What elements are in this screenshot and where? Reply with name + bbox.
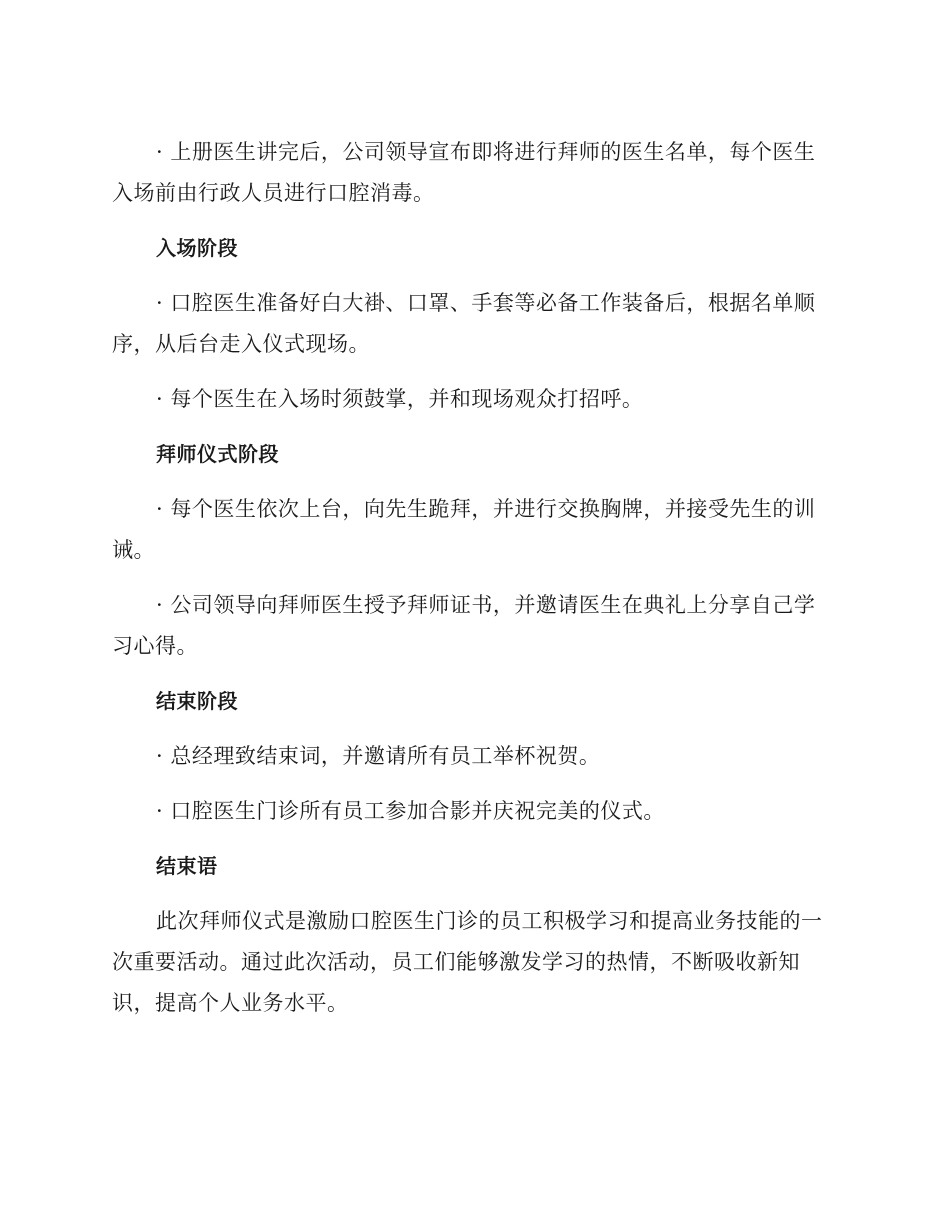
section-heading: 结束语	[156, 854, 218, 878]
section-heading: 入场阶段	[156, 236, 238, 260]
section-heading: 拜师仪式阶段	[156, 442, 279, 466]
bullet-paragraph: · 公司领导向拜师医生授予拜师证书，并邀请医生在典礼上分享自己学习心得。	[112, 593, 816, 658]
bullet-paragraph: · 口腔医生门诊所有员工参加合影并庆祝完美的仪式。	[156, 799, 665, 823]
bullet-paragraph: · 口腔医生准备好白大褂、口罩、手套等必备工作装备后，根据名单顺序，从后台走入仪式现场。	[112, 291, 816, 356]
bullet-paragraph: · 总经理致结束词，并邀请所有员工举杯祝贺。	[156, 744, 601, 768]
bullet-paragraph: · 上册医生讲完后，公司领导宣布即将进行拜师的医生名单，每个医生入场前由行政人员进行口腔消毒。	[112, 140, 816, 205]
body-paragraph: 此次拜师仪式是激励口腔医生门诊的员工积极学习和提高业务技能的一次重要活动。通过此次活动，员工们能够激发学习的热情，不断吸收新知识，提高个人业务水平。	[112, 909, 823, 1015]
section-heading: 结束阶段	[156, 689, 238, 713]
bullet-paragraph: · 每个医生依次上台，向先生跪拜，并进行交换胸牌，并接受先生的训诫。	[112, 497, 816, 562]
document-page	[112, 132, 834, 1038]
bullet-paragraph: · 每个医生在入场时须鼓掌，并和现场观众打招呼。	[156, 387, 644, 411]
